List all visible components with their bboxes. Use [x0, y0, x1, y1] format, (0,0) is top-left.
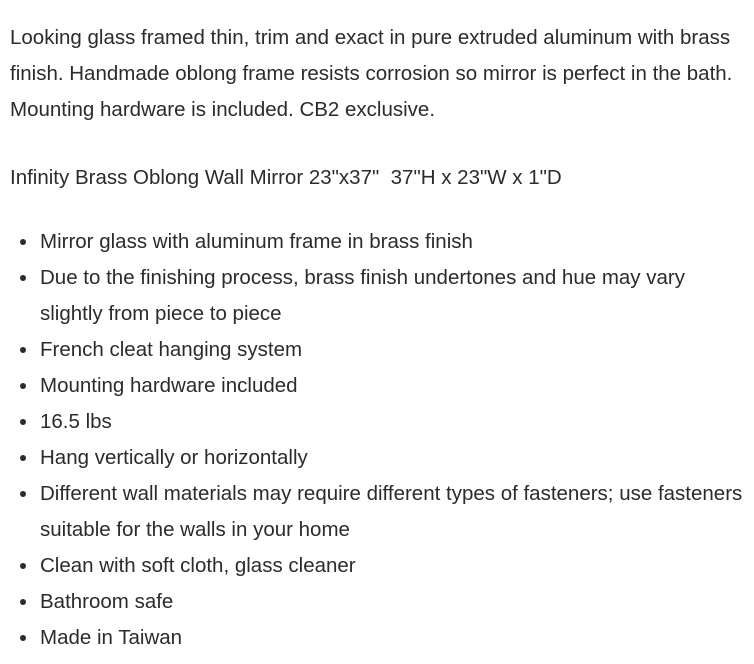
bullet-icon: [20, 635, 26, 641]
feature-text: Mirror glass with aluminum frame in brass finish: [40, 230, 473, 253]
bullet-icon: [20, 455, 26, 461]
list-item: [10, 260, 748, 332]
list-item: [10, 476, 748, 548]
list-item: [10, 620, 748, 656]
feature-text: Mounting hardware included: [40, 374, 298, 397]
list-item: [10, 548, 748, 584]
bullet-icon: [20, 419, 26, 425]
feature-text: 16.5 lbs: [40, 410, 112, 433]
feature-text: Due to the finishing process, brass finish undertones and hue may vary slightly from piece to piece: [40, 266, 685, 325]
product-details: [10, 20, 748, 656]
bullet-icon: [20, 275, 26, 281]
feature-text: French cleat hanging system: [40, 338, 303, 361]
list-item: [10, 368, 748, 404]
feature-text: Different wall materials may require different types of fasteners; use fasteners suitable for the walls in your home: [40, 482, 743, 541]
feature-text: Clean with soft cloth, glass cleaner: [40, 554, 356, 577]
feature-list: [10, 224, 748, 656]
list-item: [10, 224, 748, 260]
feature-text: Bathroom safe: [40, 590, 174, 613]
list-item: [10, 440, 748, 476]
feature-text: Made in Taiwan: [40, 626, 183, 649]
list-item: [10, 584, 748, 620]
bullet-icon: [20, 491, 26, 497]
bullet-icon: [20, 383, 26, 389]
bullet-icon: [20, 239, 26, 245]
list-item: [10, 404, 748, 440]
list-item: [10, 332, 748, 368]
product-dimensions: Infinity Brass Oblong Wall Mirror 23"x37" 37"H x 23"W x 1"D: [10, 166, 562, 189]
bullet-icon: [20, 347, 26, 353]
product-description: Looking glass framed thin, trim and exact in pure extruded aluminum with brass finish. Handmade oblong frame resists corrosion so mirror is perfect in the bath. Mounting hardware is included. CB2 exclusive.: [10, 26, 733, 121]
bullet-icon: [20, 563, 26, 569]
feature-text: Hang vertically or horizontally: [40, 446, 308, 469]
bullet-icon: [20, 599, 26, 605]
